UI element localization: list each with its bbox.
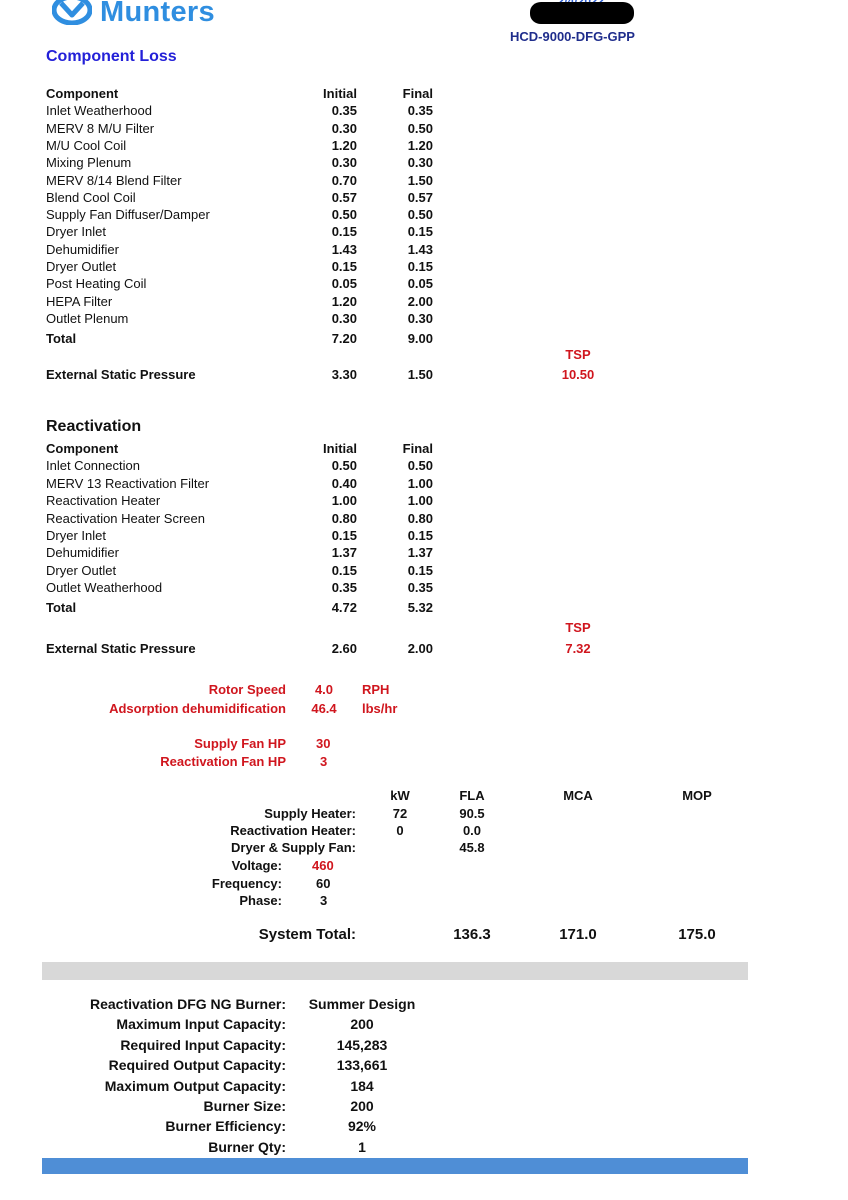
- tsp-value: 7.32: [565, 641, 591, 656]
- total-label: Total: [46, 331, 77, 346]
- component-initial: 0.15: [331, 224, 357, 240]
- rotor-speed-label: Rotor Speed: [208, 682, 286, 697]
- burner-row-value: 200: [350, 1016, 374, 1033]
- component-initial: 0.15: [331, 562, 357, 578]
- brand-logo: [52, 0, 215, 32]
- component-final: 0.15: [407, 224, 433, 240]
- component-initial: 0.30: [331, 120, 357, 136]
- system-total-mca: 171.0: [559, 926, 597, 943]
- component-name: Post Heating Coil: [46, 276, 147, 292]
- total-label: Total: [46, 600, 77, 615]
- esp-label: External Static Pressure: [46, 367, 196, 382]
- component-initial: 0.50: [331, 207, 357, 223]
- section-title: Component Loss: [46, 48, 177, 65]
- munters-logo-icon: [52, 0, 92, 30]
- component-initial: 1.43: [331, 241, 357, 257]
- burner-row-value: 184: [350, 1077, 374, 1094]
- supply-fan-hp-value: 30: [316, 736, 331, 751]
- esp-initial: 3.30: [331, 367, 357, 382]
- burner-row-value: 1: [358, 1138, 366, 1155]
- total-initial: 4.72: [331, 600, 357, 615]
- component-initial: 0.05: [331, 276, 357, 292]
- reactivation-fan-hp-label: Reactivation Fan HP: [160, 754, 286, 769]
- total-final: 5.32: [407, 600, 433, 615]
- esp-label: External Static Pressure: [46, 641, 196, 656]
- component-name: Reactivation Heater: [46, 493, 161, 509]
- component-name: Inlet Connection: [46, 458, 140, 474]
- component-final: 2.00: [407, 293, 433, 309]
- burner-row-label: Burner Size:: [203, 1098, 286, 1114]
- burner-row-label: Burner Qty:: [208, 1138, 286, 1155]
- reactivation-title: Reactivation: [46, 418, 142, 435]
- burner-row-value: Summer Design: [308, 996, 416, 1012]
- phase-value: 3: [320, 893, 328, 908]
- component-final: 0.50: [407, 458, 433, 474]
- component-name: M/U Cool Coil: [46, 137, 127, 153]
- component-name: Supply Fan Diffuser/Damper: [46, 207, 210, 223]
- redaction-mark: [530, 2, 634, 24]
- burner-row-label: Maximum Input Capacity:: [116, 1016, 286, 1033]
- burner-row-value: 92%: [347, 1118, 377, 1135]
- mca-header: MCA: [563, 788, 593, 803]
- total-initial: 7.20: [331, 331, 357, 346]
- component-final: 1.00: [407, 493, 433, 509]
- burner-row-value: 200: [350, 1098, 374, 1114]
- esp-final: 2.00: [407, 641, 433, 656]
- component-name: MERV 8 M/U Filter: [46, 120, 155, 136]
- burner-row-label: Required Input Capacity:: [120, 1036, 286, 1053]
- column-header-final: Final: [402, 86, 433, 101]
- component-final: 0.05: [407, 276, 433, 292]
- total-final: 9.00: [407, 331, 433, 346]
- component-initial: 1.20: [331, 293, 357, 309]
- component-initial: 1.37: [331, 545, 357, 561]
- component-initial: 0.57: [331, 189, 357, 205]
- column-header-component: Component: [46, 86, 119, 101]
- esp-final: 1.50: [407, 367, 433, 382]
- component-initial: 0.70: [331, 172, 357, 188]
- component-final: 0.50: [407, 120, 433, 136]
- column-header-initial: Initial: [323, 86, 357, 101]
- burner-row-value: 133,661: [336, 1057, 388, 1074]
- adsorption-label: Adsorption dehumidification: [109, 701, 286, 716]
- component-name: HEPA Filter: [46, 293, 113, 309]
- adsorption-value: 46.4: [311, 701, 337, 716]
- footer-bar: [42, 1158, 748, 1174]
- burner-row-label: Burner Efficiency:: [165, 1118, 286, 1135]
- component-name: Outlet Weatherhood: [46, 580, 163, 596]
- component-initial: 0.15: [331, 259, 357, 274]
- component-final: 1.00: [407, 475, 433, 491]
- component-final: 0.80: [407, 510, 433, 526]
- component-name: Dryer Inlet: [46, 528, 106, 543]
- component-initial: 0.35: [331, 580, 357, 596]
- component-name: MERV 8/14 Blend Filter: [46, 172, 182, 188]
- frequency-label: Frequency:: [211, 876, 282, 891]
- reactivation-heater-kw: 0: [396, 823, 404, 838]
- component-name: Reactivation Heater Screen: [46, 510, 205, 526]
- dryer-supply-fan-fla: 45.8: [459, 840, 485, 855]
- component-final: 0.15: [407, 259, 433, 274]
- component-name: Outlet Plenum: [46, 310, 129, 326]
- brand-name: Munters: [100, 0, 215, 28]
- component-name: Dehumidifier: [46, 545, 119, 561]
- column-header-initial: Initial: [323, 441, 357, 456]
- rotor-speed-value: 4.0: [314, 682, 334, 697]
- component-name: Mixing Plenum: [46, 155, 132, 171]
- system-total-mop: 175.0: [678, 926, 716, 943]
- model-number: HCD-9000-DFG-GPP: [510, 29, 635, 44]
- supply-fan-hp-label: Supply Fan HP: [194, 736, 286, 751]
- component-final: 0.15: [407, 528, 433, 543]
- component-final: 0.30: [407, 310, 433, 326]
- fla-header: FLA: [459, 788, 485, 803]
- voltage-label: Voltage:: [231, 858, 282, 873]
- column-header-component: Component: [46, 441, 119, 456]
- component-initial: 0.40: [331, 475, 357, 491]
- component-final: 0.15: [407, 562, 433, 578]
- component-initial: 0.30: [331, 155, 357, 171]
- component-initial: 0.80: [331, 510, 357, 526]
- component-final: 1.37: [407, 545, 433, 561]
- component-final: 1.50: [407, 172, 433, 188]
- supply-heater-fla: 90.5: [459, 806, 485, 821]
- dryer-supply-fan-label: Dryer & Supply Fan:: [231, 840, 356, 855]
- reactivation-fan-hp-value: 3: [320, 754, 328, 769]
- esp-initial: 2.60: [331, 641, 357, 656]
- component-name: Inlet Weatherhood: [46, 103, 152, 119]
- system-total-fla: 136.3: [453, 926, 491, 943]
- system-total-label: System Total:: [258, 926, 356, 943]
- component-initial: 0.30: [331, 310, 357, 326]
- tsp-value: 10.50: [561, 367, 595, 382]
- mop-header: MOP: [682, 788, 712, 803]
- component-initial: 1.00: [331, 493, 357, 509]
- section-divider: [42, 962, 748, 980]
- burner-row-label: Reactivation DFG NG Burner:: [89, 996, 286, 1012]
- rotor-speed-unit: RPH: [362, 682, 390, 697]
- kw-header: kW: [390, 788, 410, 803]
- component-initial: 0.15: [331, 528, 357, 543]
- voltage-value: 460: [312, 858, 334, 873]
- component-final: 1.43: [407, 241, 433, 257]
- column-header-final: Final: [402, 441, 433, 456]
- component-initial: 0.35: [331, 103, 357, 119]
- adsorption-unit: lbs/hr: [362, 701, 398, 716]
- component-name: Dehumidifier: [46, 241, 119, 257]
- component-name: Blend Cool Coil: [46, 189, 136, 205]
- component-final: 0.50: [407, 207, 433, 223]
- reactivation-heater-label: Reactivation Heater:: [230, 823, 356, 838]
- component-initial: 0.50: [331, 458, 357, 474]
- component-name: Dryer Inlet: [46, 224, 106, 240]
- burner-row-label: Maximum Output Capacity:: [104, 1077, 286, 1094]
- supply-heater-kw: 72: [392, 806, 408, 821]
- component-initial: 1.20: [331, 137, 357, 153]
- component-name: Dryer Outlet: [46, 562, 117, 578]
- component-final: 0.35: [407, 103, 433, 119]
- phase-label: Phase:: [239, 893, 282, 908]
- component-final: 0.57: [407, 189, 433, 205]
- reactivation-heater-fla: 0.0: [462, 823, 482, 838]
- component-final: 0.35: [407, 580, 433, 596]
- frequency-value: 60: [316, 876, 331, 891]
- burner-row-label: Required Output Capacity:: [108, 1057, 286, 1074]
- tsp-label: TSP: [565, 620, 591, 635]
- tsp-label: TSP: [565, 347, 591, 362]
- component-final: 0.30: [407, 155, 433, 171]
- burner-row-value: 145,283: [336, 1036, 388, 1053]
- supply-heater-label: Supply Heater:: [264, 806, 356, 821]
- component-name: MERV 13 Reactivation Filter: [46, 475, 210, 491]
- component-final: 1.20: [407, 137, 433, 153]
- component-name: Dryer Outlet: [46, 259, 117, 274]
